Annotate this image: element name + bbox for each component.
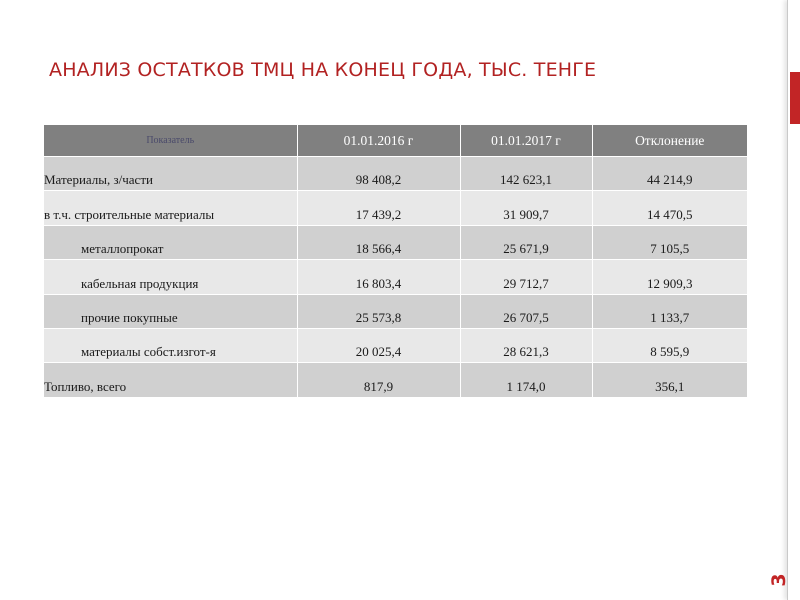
cell-2017: 26 707,5 [460,294,592,328]
cell-deviation: 8 595,9 [592,328,747,362]
cell-2017: 1 174,0 [460,363,592,397]
header-date-2016: 01.01.2016 г [297,125,460,157]
cell-2017: 29 712,7 [460,260,592,294]
cell-2017: 25 671,9 [460,225,592,259]
page-number: 3 [768,573,790,587]
row-label: Топливо, всего [44,363,297,397]
row-label: кабельная продукция [44,260,297,294]
cell-2016: 817,9 [297,363,460,397]
slide-title: АНАЛИЗ ОСТАТКОВ ТМЦ НА КОНЕЦ ГОДА, ТЫС. ТЕНГЕ [49,59,597,81]
cell-deviation: 1 133,7 [592,294,747,328]
table-row [44,260,747,294]
cell-deviation: 14 470,5 [592,191,747,225]
row-label: в т.ч. строительные материалы [44,191,297,225]
cell-2016: 25 573,8 [297,294,460,328]
table-row [44,157,747,191]
header-indicator: Показатель [44,125,297,157]
cell-2016: 16 803,4 [297,260,460,294]
header-date-2017: 01.01.2017 г [460,125,592,157]
cell-2016: 20 025,4 [297,328,460,362]
cell-2016: 98 408,2 [297,157,460,191]
table-header-row [44,125,747,157]
table-row [44,363,747,397]
table-row [44,191,747,225]
table-row [44,225,747,259]
cell-deviation: 7 105,5 [592,225,747,259]
table-row [44,294,747,328]
inventory-table [44,125,747,398]
row-label: металлопрокат [44,225,297,259]
cell-2016: 17 439,2 [297,191,460,225]
row-label: материалы собст.изгот-я [44,328,297,362]
cell-deviation: 12 909,3 [592,260,747,294]
cell-2017: 28 621,3 [460,328,592,362]
cell-deviation: 356,1 [592,363,747,397]
header-deviation: Отклонение [592,125,747,157]
table-row [44,328,747,362]
cell-2017: 142 623,1 [460,157,592,191]
cell-deviation: 44 214,9 [592,157,747,191]
cell-2017: 31 909,7 [460,191,592,225]
cell-2016: 18 566,4 [297,225,460,259]
red-accent-mark [790,72,800,124]
row-label: Материалы, з/части [44,157,297,191]
row-label: прочие покупные [44,294,297,328]
